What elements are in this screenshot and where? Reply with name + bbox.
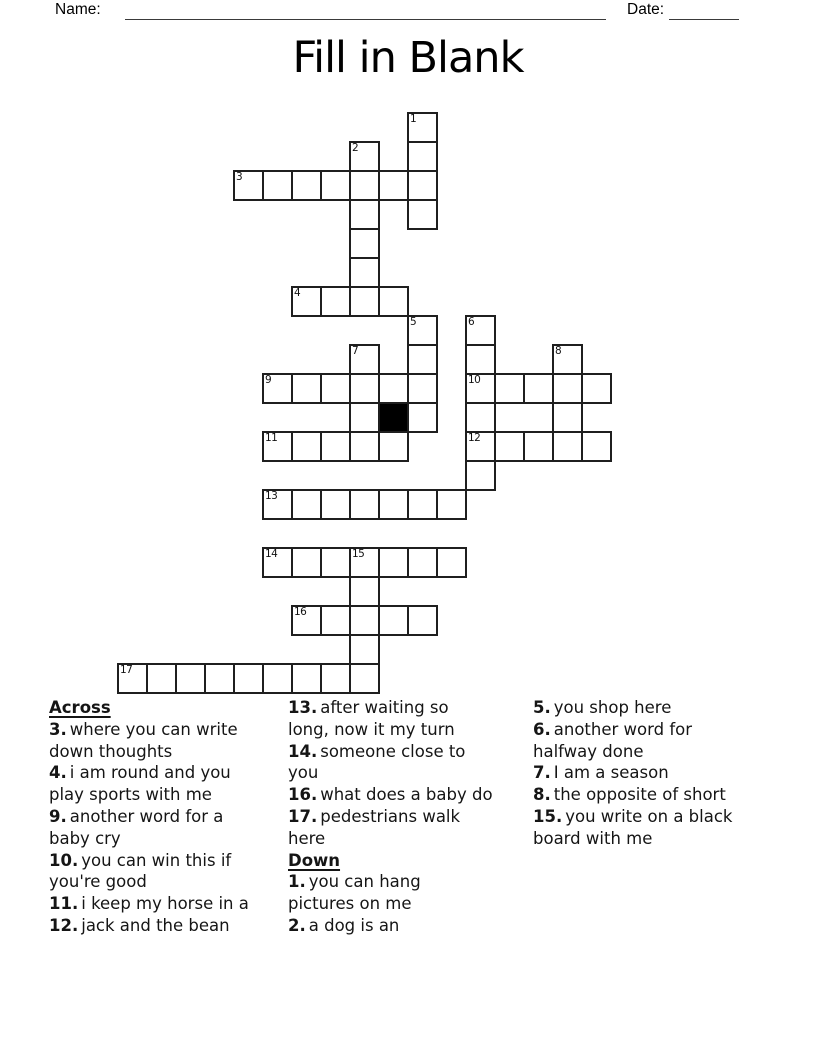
clue-15: [533, 806, 732, 850]
grid-cell[interactable]: [320, 663, 351, 694]
grid-cell[interactable]: [378, 431, 409, 462]
grid-cell[interactable]: [552, 344, 583, 375]
grid-cell[interactable]: [407, 489, 438, 520]
clue-number: 7.: [533, 763, 551, 783]
cell-number: 9: [265, 374, 272, 386]
grid-cell[interactable]: [378, 170, 409, 201]
cell-number: 14: [265, 548, 278, 560]
grid-cell[interactable]: [349, 576, 380, 607]
grid-cell[interactable]: [378, 605, 409, 636]
clue-line: 8. the opposite of short: [533, 785, 726, 805]
clue-line: you: [288, 763, 319, 783]
clue-number: 4.: [49, 763, 67, 783]
grid-cell[interactable]: [407, 344, 438, 375]
cell-number: 5: [410, 316, 417, 328]
cell-number: 17: [120, 664, 133, 676]
grid-cell[interactable]: [494, 431, 525, 462]
clue-line: board with me: [533, 828, 653, 848]
grid-cell[interactable]: [291, 663, 322, 694]
clue-number: 3.: [49, 719, 67, 739]
clue-line: down thoughts: [49, 741, 173, 761]
grid-cell[interactable]: [349, 257, 380, 288]
grid-cell[interactable]: [349, 170, 380, 201]
clue-5: [533, 697, 732, 719]
grid-cell[interactable]: [349, 141, 380, 172]
clue-line: 15. you write on a black: [533, 806, 733, 826]
grid-cell[interactable]: [349, 373, 380, 404]
grid-cell[interactable]: [407, 199, 438, 230]
cell-number: 13: [265, 490, 278, 502]
name-label: Name:: [55, 1, 101, 18]
grid-cell[interactable]: [465, 373, 496, 404]
cell-number: 15: [352, 548, 365, 560]
grid-cell[interactable]: [349, 286, 380, 317]
grid-cell[interactable]: [407, 605, 438, 636]
grid-cell[interactable]: [523, 431, 554, 462]
clue-line: halfway done: [533, 741, 644, 761]
clue-number: 2.: [288, 915, 306, 935]
grid-cell[interactable]: [320, 547, 351, 578]
grid-cell[interactable]: [262, 663, 293, 694]
grid-cell[interactable]: [320, 373, 351, 404]
clue-line: play sports with me: [49, 785, 212, 805]
clue-line: 1. you can hang: [288, 872, 421, 892]
grid-cell[interactable]: [262, 373, 293, 404]
grid-cell[interactable]: [407, 547, 438, 578]
clue-line: 14. someone close to: [288, 741, 466, 761]
grid-cell[interactable]: [552, 373, 583, 404]
clue-line: you're good: [49, 872, 147, 892]
grid-cell[interactable]: [407, 170, 438, 201]
across-header: Across: [49, 698, 111, 717]
grid-cell[interactable]: [291, 170, 322, 201]
clue-11: [49, 893, 249, 915]
clue-7: [533, 762, 732, 784]
grid-cell[interactable]: [465, 460, 496, 491]
grid-cell[interactable]: [320, 286, 351, 317]
cell-number: 1: [410, 113, 417, 125]
cell-number: 12: [468, 432, 481, 444]
cell-number: 10: [468, 374, 481, 386]
grid-cell[interactable]: [262, 170, 293, 201]
clue-number: 14.: [288, 741, 318, 761]
grid-cell[interactable]: [349, 199, 380, 230]
grid-cell[interactable]: [494, 373, 525, 404]
grid-cell[interactable]: [349, 344, 380, 375]
clue-line: 2. a dog is an: [288, 915, 400, 935]
grid-cell[interactable]: [117, 663, 148, 694]
cell-number: 6: [468, 316, 475, 328]
grid-cell[interactable]: [581, 373, 612, 404]
grid-cell[interactable]: [204, 663, 235, 694]
cell-number: 3: [236, 171, 243, 183]
clue-line: long, now it my turn: [288, 719, 455, 739]
clue-line: 11. i keep my horse in a: [49, 894, 249, 914]
clue-line: here: [288, 828, 326, 848]
clue-3: [49, 719, 249, 763]
cell-number: 7: [352, 345, 359, 357]
clue-line: 6. another word for: [533, 719, 693, 739]
clue-14: [288, 741, 493, 785]
grid-cell[interactable]: [291, 547, 322, 578]
grid-cell[interactable]: [349, 547, 380, 578]
clue-number: 1.: [288, 872, 306, 892]
clue-column-3: [533, 697, 732, 850]
date-input-line[interactable]: [669, 3, 739, 20]
clue-line: 5. you shop here: [533, 698, 672, 717]
grid-cell[interactable]: [175, 663, 206, 694]
clue-2: [288, 915, 493, 937]
clue-number: 6.: [533, 719, 551, 739]
clue-number: 12.: [49, 915, 79, 935]
grid-cell[interactable]: [407, 112, 438, 143]
clue-10: [49, 850, 249, 894]
grid-cell[interactable]: [407, 315, 438, 346]
grid-cell[interactable]: [262, 489, 293, 520]
grid-cell[interactable]: [291, 605, 322, 636]
clue-line: 16. what does a baby do: [288, 785, 493, 805]
black-cell: [378, 402, 409, 433]
clue-line: 10. you can win this if: [49, 850, 232, 870]
grid-cell[interactable]: [291, 286, 322, 317]
clue-number: 9.: [49, 806, 67, 826]
grid-cell[interactable]: [349, 634, 380, 665]
grid-cell[interactable]: [320, 431, 351, 462]
grid-cell[interactable]: [349, 489, 380, 520]
clue-4: [49, 762, 249, 806]
grid-cell[interactable]: [581, 431, 612, 462]
grid-cell[interactable]: [349, 431, 380, 462]
clue-line: baby cry: [49, 828, 121, 848]
grid-cell[interactable]: [552, 402, 583, 433]
grid-cell[interactable]: [436, 489, 467, 520]
page-title: Fill in Blank: [292, 33, 524, 83]
cell-number: 8: [555, 345, 562, 357]
clue-6: [533, 719, 732, 763]
down-header: Down: [288, 850, 341, 870]
date-label: Date:: [627, 1, 665, 18]
grid-cell[interactable]: [552, 431, 583, 462]
grid-cell[interactable]: [320, 170, 351, 201]
grid-cell[interactable]: [436, 547, 467, 578]
grid-cell[interactable]: [320, 605, 351, 636]
grid-cell[interactable]: [291, 373, 322, 404]
name-input-line[interactable]: [125, 3, 606, 20]
grid-cell[interactable]: [407, 373, 438, 404]
grid-cell[interactable]: [465, 431, 496, 462]
grid-cell[interactable]: [233, 170, 264, 201]
grid-cell[interactable]: [465, 344, 496, 375]
grid-cell[interactable]: [262, 547, 293, 578]
grid-cell[interactable]: [146, 663, 177, 694]
grid-cell[interactable]: [407, 141, 438, 172]
clue-9: [49, 806, 249, 850]
grid-cell[interactable]: [233, 663, 264, 694]
grid-cell[interactable]: [465, 315, 496, 346]
grid-cell[interactable]: [378, 373, 409, 404]
grid-cell[interactable]: [320, 489, 351, 520]
grid-cell[interactable]: [407, 402, 438, 433]
grid-cell[interactable]: [349, 605, 380, 636]
clue-number: 13.: [288, 698, 318, 717]
clue-number: 11.: [49, 894, 79, 914]
grid-cell[interactable]: [349, 228, 380, 259]
grid-cell[interactable]: [262, 431, 293, 462]
clue-1: [288, 871, 493, 915]
clue-number: 17.: [288, 806, 318, 826]
clue-line: 9. another word for a: [49, 806, 224, 826]
grid-cell[interactable]: [349, 402, 380, 433]
clue-number: 15.: [533, 806, 563, 826]
grid-cell[interactable]: [349, 663, 380, 694]
clue-line: 13. after waiting so: [288, 698, 449, 717]
grid-cell[interactable]: [523, 373, 554, 404]
clue-column-2: [288, 697, 493, 937]
cell-number: 2: [352, 142, 359, 154]
grid-cell[interactable]: [378, 489, 409, 520]
clue-8: [533, 784, 732, 806]
clue-number: 16.: [288, 785, 318, 805]
cell-number: 16: [294, 606, 307, 618]
cell-number: 11: [265, 432, 278, 444]
grid-cell[interactable]: [291, 489, 322, 520]
clue-number: 8.: [533, 785, 551, 805]
clue-line: 17. pedestrians walk: [288, 806, 461, 826]
grid-cell[interactable]: [378, 286, 409, 317]
clue-number: 10.: [49, 850, 79, 870]
clue-line: 7. I am a season: [533, 763, 669, 783]
clue-line: 4. i am round and you: [49, 763, 231, 783]
grid-cell[interactable]: [378, 547, 409, 578]
clue-number: 5.: [533, 698, 551, 717]
clue-12: [49, 915, 249, 937]
grid-cell[interactable]: [291, 431, 322, 462]
clue-16: [288, 784, 493, 806]
clue-line: 3. where you can write: [49, 719, 238, 739]
clue-13: [288, 697, 493, 741]
clue-line: pictures on me: [288, 894, 412, 914]
clue-column-1: [49, 697, 249, 937]
grid-cell[interactable]: [465, 402, 496, 433]
cell-number: 4: [294, 287, 301, 299]
clue-line: 12. jack and the bean: [49, 915, 230, 935]
clue-17: [288, 806, 493, 850]
